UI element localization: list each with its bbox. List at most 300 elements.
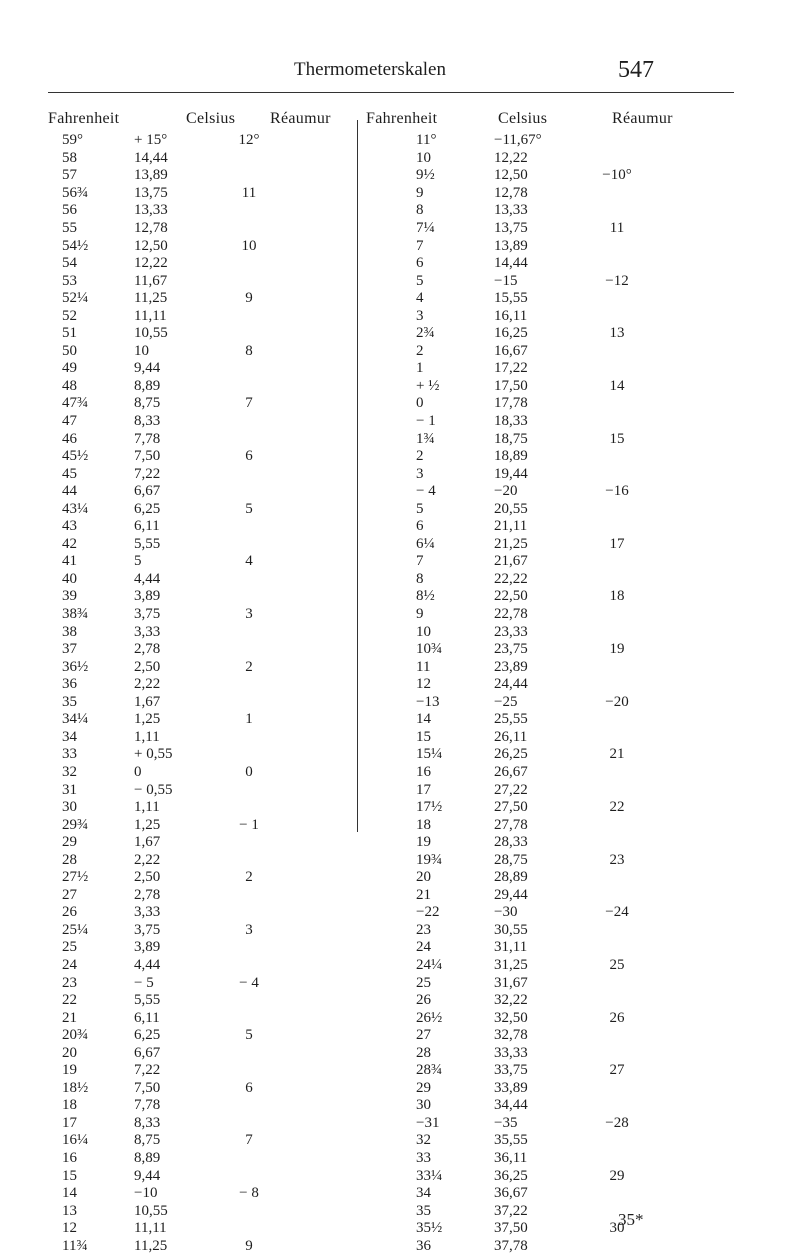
reaumur-cell: 2 (245, 869, 253, 886)
reaumur-cell: −12 (605, 272, 629, 289)
left-table-row (48, 1009, 280, 1027)
fahrenheit-cell: 13 (62, 1202, 77, 1219)
right-table-row (416, 869, 652, 887)
celsius-cell: 11,25 (134, 1237, 168, 1254)
celsius-cell: 36,67 (494, 1185, 528, 1202)
fahrenheit-cell: 24 (416, 939, 431, 956)
left-table-row (48, 1097, 280, 1115)
left-table-row (48, 255, 280, 273)
left-table-row (48, 202, 280, 220)
reaumur-cell (582, 237, 652, 255)
celsius-cell: 13,33 (494, 202, 528, 219)
reaumur-cell: 7 (245, 1132, 253, 1149)
reaumur-cell (218, 378, 280, 396)
reaumur-cell (582, 360, 652, 378)
fahrenheit-cell: 24¼ (416, 956, 443, 973)
left-conversion-table (48, 132, 280, 1255)
reaumur-cell: − 4 (239, 974, 259, 991)
right-table-row (416, 746, 652, 764)
right-table-row (416, 150, 652, 168)
reaumur-cell: 12° (238, 132, 260, 149)
reaumur-cell (582, 571, 652, 589)
celsius-cell: 26,25 (494, 746, 528, 763)
reaumur-cell (582, 974, 652, 992)
celsius-cell: 8,33 (134, 413, 161, 430)
left-table-row (48, 1220, 280, 1238)
reaumur-cell (218, 465, 280, 483)
celsius-cell: 17,22 (494, 360, 528, 377)
celsius-cell: 33,89 (494, 1079, 528, 1096)
celsius-cell: 27,78 (494, 816, 528, 833)
fahrenheit-cell: 43 (62, 518, 77, 535)
reaumur-cell: −20 (605, 693, 629, 710)
reaumur-cell (218, 1150, 280, 1168)
left-celsius-header: Celsius (186, 110, 236, 127)
left-table-row (48, 413, 280, 431)
fahrenheit-cell: 48 (62, 377, 77, 394)
reaumur-cell (582, 887, 652, 905)
fahrenheit-cell: 6 (416, 255, 424, 272)
celsius-cell: 23,75 (494, 641, 528, 658)
celsius-cell: 3,89 (134, 588, 161, 605)
celsius-cell: 28,33 (494, 834, 528, 851)
right-table-row (416, 430, 652, 448)
celsius-cell: 6,25 (134, 500, 161, 517)
right-table-row (416, 606, 652, 624)
left-table-row (48, 553, 280, 571)
left-table-row (48, 237, 280, 255)
reaumur-cell (218, 676, 280, 694)
fahrenheit-cell: 35½ (416, 1220, 443, 1237)
right-table-row (416, 325, 652, 343)
left-table-row (48, 307, 280, 325)
celsius-cell: 21,67 (494, 553, 528, 570)
right-fahrenheit-header: Fahrenheit (366, 110, 438, 127)
celsius-cell: 2,50 (134, 869, 161, 886)
reaumur-cell: − 8 (239, 1185, 259, 1202)
fahrenheit-cell: 57 (62, 167, 77, 184)
fahrenheit-cell: 39 (62, 588, 77, 605)
celsius-cell: 29,44 (494, 886, 528, 903)
fahrenheit-cell: 54½ (62, 237, 89, 254)
fahrenheit-cell: 52¼ (62, 290, 89, 307)
right-table-row (416, 957, 652, 975)
celsius-cell: 9,44 (134, 360, 161, 377)
celsius-cell: 13,75 (134, 184, 168, 201)
right-table-row (416, 588, 652, 606)
reaumur-cell (582, 1044, 652, 1062)
reaumur-cell (218, 1220, 280, 1238)
reaumur-cell (218, 360, 280, 378)
reaumur-cell (218, 729, 280, 747)
right-table-row (416, 834, 652, 852)
left-table-row (48, 623, 280, 641)
reaumur-cell: −10° (602, 167, 632, 184)
celsius-cell: 36,11 (494, 1149, 528, 1166)
right-table-row (416, 851, 652, 869)
fahrenheit-cell: 16¼ (62, 1132, 89, 1149)
celsius-cell: 10,55 (134, 325, 168, 342)
reaumur-cell (218, 641, 280, 659)
celsius-cell: 23,89 (494, 658, 528, 675)
fahrenheit-cell: 43¼ (62, 500, 89, 517)
reaumur-cell (218, 518, 280, 536)
celsius-cell: 8,33 (134, 1114, 161, 1131)
right-table-body (416, 132, 652, 1255)
right-table-row (416, 167, 652, 185)
reaumur-cell: −28 (605, 1114, 629, 1131)
left-table-row (48, 220, 280, 238)
reaumur-cell (218, 1097, 280, 1115)
celsius-cell: 28,89 (494, 869, 528, 886)
celsius-cell: 8,89 (134, 1149, 161, 1166)
fahrenheit-cell: 12 (62, 1220, 77, 1237)
fahrenheit-cell: 36½ (62, 658, 89, 675)
fahrenheit-cell: 18 (62, 1097, 77, 1114)
reaumur-cell: 11 (241, 184, 257, 201)
fahrenheit-cell: 1¾ (416, 430, 435, 447)
reaumur-cell (218, 623, 280, 641)
celsius-cell: 12,50 (494, 167, 528, 184)
celsius-cell: 37,78 (494, 1237, 528, 1254)
left-table-row (48, 465, 280, 483)
fahrenheit-cell: 6 (416, 518, 424, 535)
celsius-cell: 1,25 (134, 816, 161, 833)
fahrenheit-cell: 0 (416, 395, 424, 412)
reaumur-cell (582, 816, 652, 834)
reaumur-cell: 3 (245, 921, 253, 938)
left-table-row (48, 939, 280, 957)
left-table-row (48, 1202, 280, 1220)
signature-mark: 35* (618, 1210, 644, 1229)
celsius-cell: 22,22 (494, 570, 528, 587)
celsius-cell: 7,78 (134, 430, 161, 447)
celsius-cell: 32,22 (494, 992, 528, 1009)
right-table-row (416, 290, 652, 308)
fahrenheit-cell: 38¾ (62, 606, 89, 623)
fahrenheit-cell: −31 (416, 1114, 440, 1131)
fahrenheit-cell: 27 (416, 1027, 431, 1044)
right-table-row (416, 1202, 652, 1220)
fahrenheit-cell: 40 (62, 570, 77, 587)
celsius-cell: 34,44 (494, 1097, 528, 1114)
right-table-row (416, 1097, 652, 1115)
fahrenheit-cell: 14 (62, 1185, 77, 1202)
fahrenheit-cell: 34 (416, 1185, 431, 1202)
fahrenheit-cell: 15¼ (416, 746, 443, 763)
left-table-row (48, 606, 280, 624)
celsius-cell: 5 (134, 553, 142, 570)
right-table-row (416, 571, 652, 589)
fahrenheit-cell: 24 (62, 956, 77, 973)
fahrenheit-cell: 30 (416, 1097, 431, 1114)
reaumur-cell (218, 220, 280, 238)
fahrenheit-cell: 20 (62, 1044, 77, 1061)
reaumur-cell (218, 325, 280, 343)
celsius-cell: −15 (494, 272, 518, 289)
right-table-row (416, 1132, 652, 1150)
fahrenheit-cell: 25 (62, 939, 77, 956)
left-table-row (48, 887, 280, 905)
left-table-row (48, 658, 280, 676)
fahrenheit-cell: 10 (416, 623, 431, 640)
celsius-cell: 17,78 (494, 395, 528, 412)
fahrenheit-cell: 55 (62, 220, 77, 236)
reaumur-cell (582, 307, 652, 325)
celsius-cell: 18,89 (494, 448, 528, 465)
fahrenheit-cell: 33¼ (416, 1167, 443, 1184)
celsius-cell: 13,89 (134, 167, 168, 184)
celsius-cell: 2,78 (134, 641, 161, 658)
right-table-row (416, 904, 652, 922)
right-table-row (416, 132, 652, 150)
right-table-row (416, 1150, 652, 1168)
left-table-row (48, 641, 280, 659)
celsius-cell: 1,11 (134, 799, 160, 816)
reaumur-cell: 22 (609, 799, 625, 816)
celsius-cell: 31,67 (494, 974, 528, 991)
celsius-cell: 6,67 (134, 483, 161, 500)
reaumur-cell (582, 729, 652, 747)
fahrenheit-cell: 21 (416, 886, 431, 903)
fahrenheit-cell: 10 (416, 149, 431, 166)
fahrenheit-cell: 28¾ (416, 1062, 443, 1079)
fahrenheit-cell: 56¾ (62, 184, 89, 201)
left-table-row (48, 746, 280, 764)
celsius-cell: 20,55 (494, 500, 528, 517)
fahrenheit-cell: 45½ (62, 448, 89, 465)
left-table-row (48, 325, 280, 343)
left-table-row (48, 729, 280, 747)
fahrenheit-cell: 23 (416, 921, 431, 938)
celsius-cell: 32,50 (494, 1009, 528, 1026)
reaumur-cell (218, 255, 280, 273)
celsius-cell: 6,25 (134, 1027, 161, 1044)
celsius-cell: 10,55 (134, 1202, 168, 1219)
fahrenheit-cell: 27½ (62, 869, 89, 886)
celsius-cell: −30 (494, 904, 518, 921)
fahrenheit-cell: 41 (62, 553, 77, 570)
right-table-row (416, 729, 652, 747)
right-table-row (416, 395, 652, 413)
reaumur-cell: 4 (245, 553, 253, 570)
reaumur-cell (582, 922, 652, 940)
celsius-cell: 21,25 (494, 535, 528, 552)
fahrenheit-cell: 35 (416, 1202, 431, 1219)
reaumur-cell: 15 (609, 430, 625, 447)
left-reaumur-header: Réaumur (270, 110, 331, 127)
reaumur-cell (582, 1027, 652, 1045)
celsius-cell: 25,55 (494, 711, 528, 728)
celsius-cell: 3,33 (134, 623, 161, 640)
celsius-cell: 1,67 (134, 834, 161, 851)
left-table-row (48, 992, 280, 1010)
fahrenheit-cell: 2 (416, 448, 424, 465)
right-table-row (416, 1044, 652, 1062)
reaumur-cell (218, 483, 280, 501)
fahrenheit-cell: 17 (62, 1114, 77, 1131)
reaumur-cell (218, 588, 280, 606)
celsius-cell: 27,22 (494, 781, 528, 798)
reaumur-cell (218, 1167, 280, 1185)
left-table-row (48, 781, 280, 799)
celsius-cell: 0 (134, 763, 142, 780)
reaumur-cell (218, 272, 280, 290)
celsius-cell: 16,25 (494, 325, 528, 342)
reaumur-cell: 5 (245, 500, 253, 517)
reaumur-cell (582, 764, 652, 782)
reaumur-cell: 11 (609, 220, 625, 236)
celsius-cell: 24,44 (494, 676, 528, 693)
fahrenheit-cell: 46 (62, 430, 77, 447)
fahrenheit-cell: − 1 (416, 413, 436, 430)
reaumur-cell (218, 1062, 280, 1080)
celsius-cell: 22,78 (494, 606, 528, 623)
reaumur-cell (218, 1044, 280, 1062)
right-table-row (416, 939, 652, 957)
celsius-cell: 18,33 (494, 413, 528, 430)
left-table-row (48, 448, 280, 466)
celsius-cell: 1,67 (134, 693, 161, 710)
reaumur-cell (582, 413, 652, 431)
left-table-row (48, 1044, 280, 1062)
reaumur-cell (582, 623, 652, 641)
fahrenheit-cell: 22 (62, 992, 77, 1009)
celsius-cell: −25 (494, 693, 518, 710)
reaumur-cell: 25 (609, 956, 625, 973)
left-table-row (48, 1185, 280, 1203)
celsius-cell: −20 (494, 483, 518, 500)
fahrenheit-cell: + ½ (416, 377, 440, 394)
fahrenheit-cell: 49 (62, 360, 77, 377)
right-table-row (416, 922, 652, 940)
left-table-row (48, 974, 280, 992)
left-table-row (48, 1150, 280, 1168)
page-number: 547 (618, 57, 654, 83)
reaumur-cell: 17 (609, 535, 625, 552)
fahrenheit-cell: 35 (62, 693, 77, 710)
right-table-row (416, 1220, 652, 1238)
celsius-cell: 7,78 (134, 1097, 161, 1114)
right-table-row (416, 711, 652, 729)
reaumur-cell (582, 465, 652, 483)
fahrenheit-cell: 25 (416, 974, 431, 991)
celsius-cell: 12,22 (494, 149, 528, 166)
celsius-cell: 21,11 (494, 518, 528, 535)
celsius-cell: 22,50 (494, 588, 528, 605)
fahrenheit-cell: 5 (416, 500, 424, 517)
celsius-cell: 17,50 (494, 377, 528, 394)
right-table-row (416, 536, 652, 554)
right-table-row (416, 518, 652, 536)
left-table-row (48, 834, 280, 852)
celsius-cell: 28,75 (494, 851, 528, 868)
celsius-cell: − 5 (134, 974, 154, 991)
left-table-row (48, 150, 280, 168)
fahrenheit-cell: 34¼ (62, 711, 89, 728)
celsius-cell: 3,75 (134, 921, 161, 938)
left-table-row (48, 1062, 280, 1080)
fahrenheit-cell: 18½ (62, 1079, 89, 1096)
fahrenheit-cell: 8 (416, 202, 424, 219)
right-table-row (416, 220, 652, 238)
reaumur-cell (582, 448, 652, 466)
fahrenheit-cell: 5 (416, 272, 424, 289)
right-table-row (416, 887, 652, 905)
right-table-row (416, 1185, 652, 1203)
celsius-cell: 16,67 (494, 342, 528, 359)
reaumur-cell (218, 781, 280, 799)
fahrenheit-cell: 45 (62, 465, 77, 482)
reaumur-cell: 5 (245, 1027, 253, 1044)
celsius-cell: 26,11 (494, 728, 528, 745)
celsius-cell: −10 (134, 1185, 158, 1202)
celsius-cell: 5,55 (134, 535, 161, 552)
celsius-cell: 2,50 (134, 658, 161, 675)
reaumur-cell (218, 992, 280, 1010)
celsius-cell: 32,78 (494, 1027, 528, 1044)
reaumur-cell (582, 781, 652, 799)
reaumur-cell (218, 150, 280, 168)
fahrenheit-cell: 42 (62, 535, 77, 552)
reaumur-cell: − 1 (239, 816, 259, 833)
reaumur-cell (582, 150, 652, 168)
fahrenheit-cell: 7 (416, 553, 424, 570)
reaumur-cell (582, 343, 652, 361)
celsius-cell: 8,75 (134, 395, 161, 412)
celsius-cell: 10 (134, 342, 149, 359)
right-table-row (416, 272, 652, 290)
reaumur-cell (582, 553, 652, 571)
left-table-row (48, 694, 280, 712)
celsius-cell: 7,50 (134, 1079, 161, 1096)
fahrenheit-cell: 51 (62, 325, 77, 342)
fahrenheit-cell: 19 (62, 1062, 77, 1079)
left-table-row (48, 395, 280, 413)
celsius-cell: 8,89 (134, 377, 161, 394)
celsius-cell: 13,33 (134, 202, 168, 219)
reaumur-cell (582, 290, 652, 308)
reaumur-cell: 27 (609, 1062, 625, 1079)
fahrenheit-cell: 28 (62, 851, 77, 868)
fahrenheit-cell: 10¾ (416, 641, 443, 658)
celsius-cell: 2,22 (134, 851, 161, 868)
right-table-row (416, 781, 652, 799)
reaumur-cell (582, 1185, 652, 1203)
reaumur-cell (218, 1009, 280, 1027)
right-table-row (416, 1237, 652, 1255)
celsius-cell: 7,22 (134, 465, 161, 482)
right-table-row (416, 641, 652, 659)
right-table-row (416, 448, 652, 466)
celsius-cell: 12,78 (494, 184, 528, 201)
reaumur-cell: 10 (241, 237, 257, 254)
fahrenheit-cell: 52 (62, 307, 77, 324)
fahrenheit-cell: 16 (416, 763, 431, 780)
celsius-cell: 6,11 (134, 1009, 160, 1026)
right-conversion-table (416, 132, 652, 1255)
fahrenheit-cell: −22 (416, 904, 440, 921)
reaumur-cell: 26 (609, 1009, 625, 1026)
reaumur-cell (218, 1202, 280, 1220)
celsius-cell: + 15° (134, 132, 168, 149)
reaumur-cell (582, 992, 652, 1010)
left-table-row (48, 378, 280, 396)
celsius-cell: 11,11 (134, 307, 167, 324)
fahrenheit-cell: 28 (416, 1044, 431, 1061)
celsius-cell: 16,11 (494, 307, 528, 324)
celsius-cell: − 0,55 (134, 781, 173, 798)
